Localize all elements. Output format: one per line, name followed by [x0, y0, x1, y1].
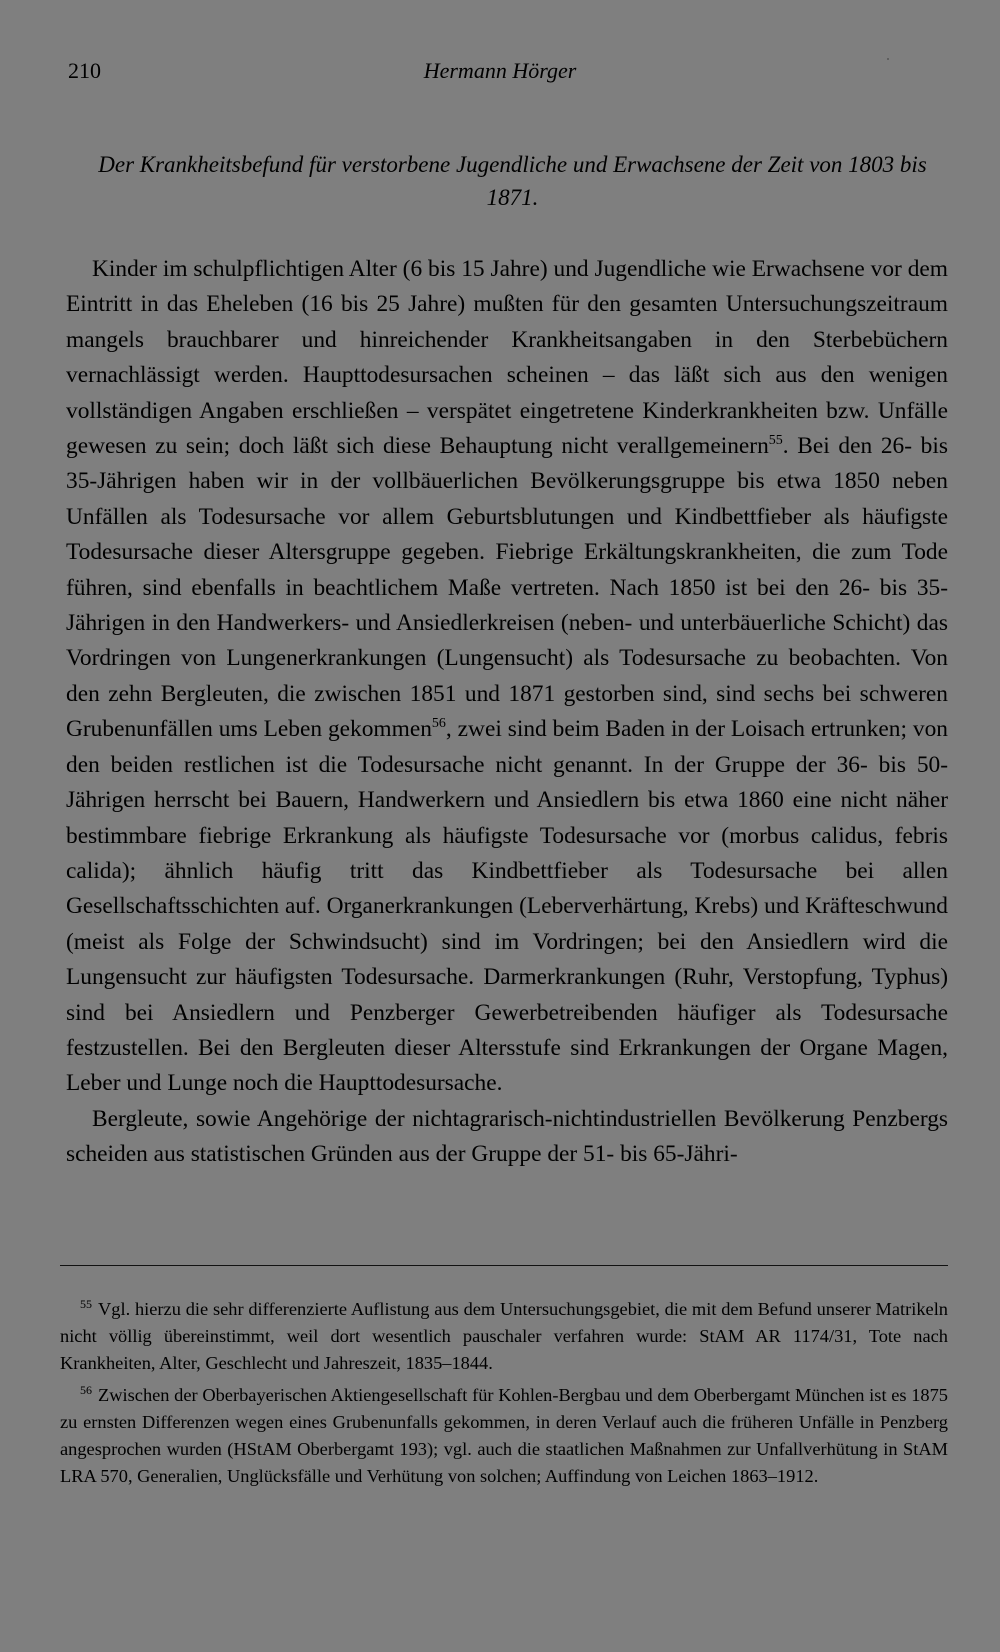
- footnote-56: [60, 1382, 948, 1491]
- footnote-text: Vgl. hierzu die sehr differenzierte Auflistung aus dem Untersuchungsgebiet, die mit dem Befund unserer Matrikeln nicht völlig übereinstimmt, weil dort wesentlich pauschaler verfahren wurde: StAM AR 1174/31, Tote nach Krankheiten, Alter, Geschlecht und Jahreszeit, 1835–1844.: [60, 1299, 948, 1374]
- page-header: [68, 58, 932, 88]
- paragraph-1-part-c: , zwei sind beim Baden in der Loisach ertrunken; von den beiden restlichen ist die Todesursache nicht genannt. In der Gruppe der 36- bis 50-Jährigen herrscht bei Bauern, Handwerkern und Ansiedlern bis etwa 1860 eine nicht näher bestimmbare fiebrige Erkrankung als häufigste Todesursache vor (morbus calidus, febris calida); ähnlich häufig tritt das Kindbettfieber als Todesursache bei allen Gesellschaftsschichten auf. Organerkrankungen (Leberverhärtung, Krebs) und Kräfteschwund (meist als Folge der Schwindsucht) sind im Vordringen; bei den Ansiedlern wird die Lungensucht zur häufigsten Todesursache. Darmerkrankungen (Ruhr, Verstopfung, Typhus) sind bei Ansiedlern und Penzberger Gewerbetreibenden häufiger als Todesursache festzustellen. Bei den Bergleuten dieser Altersstufe sind Erkrankungen der Organe Magen, Leber und Lunge noch die Haupttodesursache.: [66, 716, 948, 1097]
- footnote-number: 55: [80, 1297, 92, 1311]
- footnote-number: 56: [80, 1382, 92, 1397]
- footnote-divider: [60, 1265, 948, 1266]
- paragraph-1: [66, 252, 948, 1102]
- footnote-text: Zwischen der Oberbayerischen Aktiengesellschaft für Kohlen-Bergbau und dem Oberbergamt München ist es 1875 zu ernsten Differenzen wegen eines Grubenunfalls gekommen, in deren Verlauf auch die früheren Unfälle in Penzberg angesprochen wurden (HStAM Oberbergamt 193); vgl. auch die staatlichen Maßnahmen zur Unfallverhütung in StAM LRA 570, Generalien, Unglücksfälle und Verhütung von solchen; Auffindung von Leichen 1863–1912.: [60, 1384, 948, 1487]
- footnote-ref-56[interactable]: 56: [431, 716, 446, 732]
- footnote-ref-55[interactable]: 55: [768, 433, 783, 449]
- paragraph-1-part-b: . Bei den 26- bis 35-Jährigen haben wir in der vollbäuerlichen Bevölkerungsgruppe bis etwa 1850 neben Unfällen als Todesursache vor allem Geburtsblutungen und Kindbettfieber als häufigste Todesursache dieser Altersgruppe gegeben. Fiebrige Erkältungskrankheiten, die zum Tode führen, sind ebenfalls in beachtlichem Maße vertreten. Nach 1850 ist bei den 26- bis 35-Jährigen in den Handwerkers- und Ansiedlerkreisen (neben- und unterbäuerliche Schicht) das Vordringen von Lungenerkrankungen (Lungensucht) als Todesursache zu beobachten. Von den zehn Bergleuten, die zwischen 1851 und 1871 gestorben sind, sind sechs bei schweren Grubenunfällen ums Leben gekommen: [66, 433, 948, 743]
- page-number: 210: [68, 58, 101, 83]
- scan-speck: [887, 58, 889, 60]
- section-title: Der Krankheitsbefund für verstorbene Jugendliche und Erwachsene der Zeit von 1803 bis 1871.: [98, 152, 927, 210]
- footnotes: [60, 1296, 948, 1494]
- running-head: Hermann Hörger: [423, 58, 577, 83]
- footnote-55: [60, 1296, 948, 1378]
- body-text: [66, 252, 948, 1173]
- paragraph-2: Bergleute, sowie Angehörige der nichtagrarisch-nichtindustriellen Bevölkerung Penzbergs scheiden aus statistischen Gründen aus der Gruppe der 51- bis 65-Jähri-: [66, 1105, 948, 1168]
- paragraph-1-part-a: Kinder im schulpflichtigen Alter (6 bis 15 Jahre) und Jugendliche wie Erwachsene vor dem Eintritt in das Eheleben (16 bis 25 Jahre) mußten für den gesamten Untersuchungszeitraum mangels brauchbarer und hinreichender Krankheitsangaben in den Sterbebüchern vernachlässigt werden. Haupttodesursachen scheinen – das läßt sich aus den wenigen vollständigen Angaben erschließen – verspätet eingetretene Kinderkrankheiten bzw. Unfälle gewesen zu sein; doch läßt sich diese Behauptung nicht verallgemeinern: [66, 256, 948, 460]
